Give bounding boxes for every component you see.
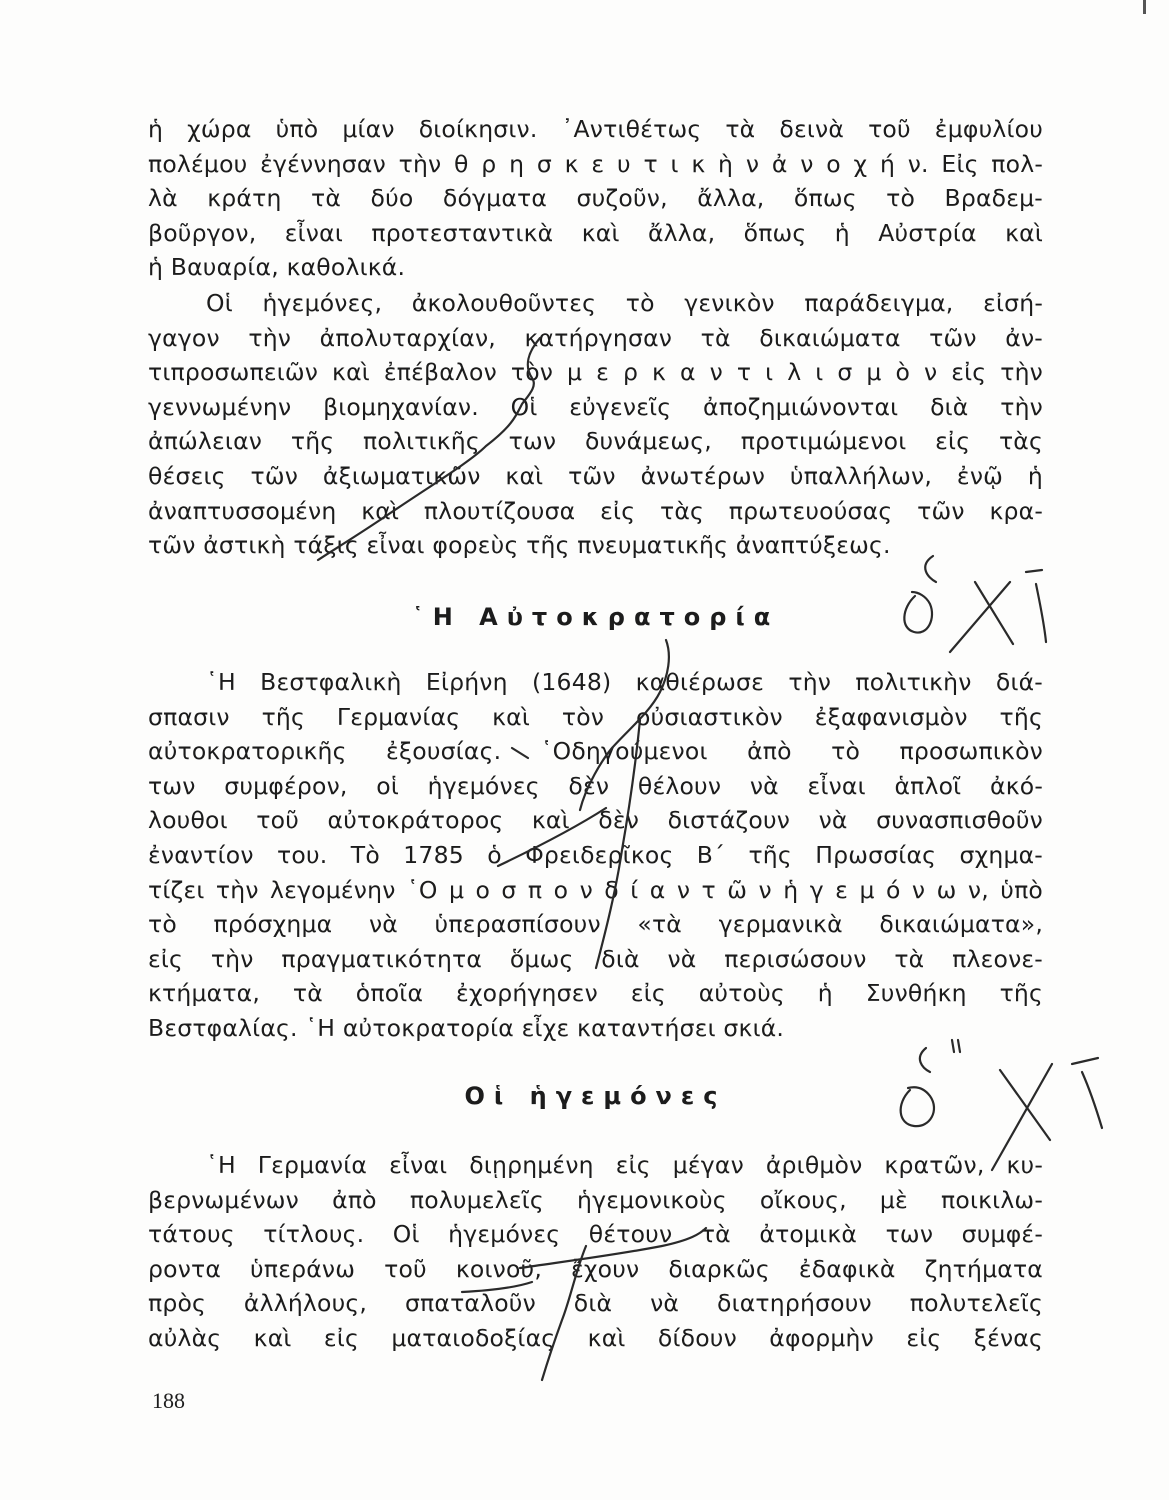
text-line: εἰς τὴν πραγματικότητα ὅμως διὰ νὰ περισώσουν τὰ πλεονε- bbox=[148, 944, 1043, 973]
scan-edge-mark bbox=[1143, 0, 1146, 14]
text-line: λὰ κράτη τὰ δύο δόγματα συζοῦν, ἄλλα, ὅπως τὸ Βραδεμ- bbox=[148, 184, 1043, 213]
text-line: των συμφέρον, οἱ ἡγεμόνες δὲν θέλουν νὰ εἶναι ἁπλοῖ ἀκό- bbox=[148, 771, 1043, 800]
text-line: αὐλὰς καὶ εἰς ματαιοδοξίας καὶ δίδουν ἀφορμὴν εἰς ξένας bbox=[148, 1323, 1043, 1352]
text-line: Βεστφαλίας. ῾Η αὐτοκρατορία εἶχε καταντήσει σκιά. bbox=[148, 1013, 785, 1042]
text-line: θέσεις τῶν ἀξιωματικῶν καὶ τῶν ἀνωτέρων ὑπαλλήλων, ἐνῷ ἡ bbox=[148, 461, 1043, 490]
text-line: ἀπώλειαν τῆς πολιτικῆς των δυνάμεως, προτιμώμενοι εἰς τὰς bbox=[148, 427, 1043, 456]
text-line: τὸ πρόσχημα νὰ ὑπερασπίσουν «τὰ γερμανικὰ δικαιώματα», bbox=[148, 910, 1043, 939]
text-line: Οἱ ἡγεμόνες, ἀκολουθοῦντες τὸ γενικὸν παράδειγμα, εἰσή- bbox=[206, 289, 1043, 317]
paragraph-2 bbox=[148, 286, 1043, 563]
text-line: τίζει τὴν λεγομένην ῾Ο μ ο σ π ο ν δ ί α ν τ ῶ ν ἡ γ ε μ ό ν ω ν, ὑπὸ bbox=[148, 875, 1043, 904]
text-line: αὐτοκρατορικῆς ἐξουσίας. ῾Οδηγούμενοι ἀπὸ τὸ προσωπικὸν bbox=[148, 737, 1043, 766]
text-line: τάτους τίτλους. Οἱ ἡγεμόνες θέτουν τὰ ἀτομικὰ των συμφέ- bbox=[148, 1220, 1043, 1249]
text-line: πρὸς ἀλλήλους, σπαταλοῦν διὰ νὰ διατηρήσουν πολυτελεῖς bbox=[148, 1289, 1043, 1318]
text-line: ροντα ὑπεράνω τοῦ κοινοῦ, ἔχουν διαρκῶς ἐδαφικὰ ζητήματα bbox=[148, 1254, 1043, 1283]
text-line: σπασιν τῆς Γερμανίας καὶ τὸν οὐσιαστικὸν ἐξαφανισμὸν τῆς bbox=[148, 702, 1043, 731]
text-line: ῾Η Βεστφαλικὴ Εἰρήνη (1648) καθιέρωσε τὴν πολιτικὴν διά- bbox=[206, 668, 1043, 696]
text-line: βοῦργον, εἶναι προτεσταντικὰ καὶ ἄλλα, ὅπως ἡ Αὐστρία καὶ bbox=[148, 218, 1043, 247]
section-heading-princes: Οἱ ἡγεμόνες bbox=[464, 1082, 727, 1110]
annotation-mark-1: δ΄ χ1 bbox=[940, 630, 943, 631]
paragraph-1 bbox=[148, 112, 1043, 285]
text-line: ἐναντίον του. Τὸ 1785 ὁ Φρειδερῖκος Β΄ τῆς Πρωσσίας σχημα- bbox=[148, 840, 1043, 869]
text-line: γαγον τὴν ἀπολυταρχίαν, κατήργησαν τὰ δικαιώματα τῶν ἀν- bbox=[148, 323, 1043, 352]
text-line: γεννωμένην βιομηχανίαν. Οἱ εὐγενεῖς ἀποζημιώνονται διὰ τὴν bbox=[148, 392, 1043, 421]
text-line: ἡ Βαυαρία, καθολικά. bbox=[148, 253, 406, 282]
paragraph-4 bbox=[148, 1148, 1043, 1356]
text-line: λουθοι τοῦ αὐτοκράτορος καὶ δὲν διστάζουν νὰ συνασπισθοῦν bbox=[148, 806, 1043, 835]
text-line: ἀναπτυσσομένη καὶ πλουτίζουσα εἰς τὰς πρωτευούσας τῶν κρα- bbox=[148, 496, 1043, 525]
text-line: τῶν ἀστικὴ τάξις εἶναι φορεὺς τῆς πνευματικῆς ἀναπτύξεως. bbox=[148, 531, 891, 560]
text-line: ἡ χώρα ὑπὸ μίαν διοίκησιν. ᾿Αντιθέτως τὰ δεινὰ τοῦ ἐμφυλίου bbox=[148, 115, 1043, 143]
annotation-mark-2: δ΄ χ1 bbox=[930, 1120, 933, 1121]
page-number: 188 bbox=[152, 1388, 185, 1413]
annotation-one-2 bbox=[1072, 1058, 1102, 1128]
text-line: κτήματα, τὰ ὁποῖα ἐχορήγησεν εἰς αὐτοὺς ἡ Συνθήκη τῆς bbox=[148, 979, 1043, 1008]
paragraph-3 bbox=[148, 665, 1043, 1046]
text-line: τιπροσωπειῶν καὶ ἐπέβαλον τὸν μ ε ρ κ α ν τ ι λ ι σ μ ὸ ν εἰς τὴν bbox=[148, 358, 1043, 387]
text-line: βερνωμένων ἀπὸ πολυμελεῖς ἡγεμονικοὺς οἴκους, μὲ ποικιλω- bbox=[148, 1185, 1043, 1214]
text-line: ῾Η Γερμανία εἶναι διῃρημένη εἰς μέγαν ἀριθμὸν κρατῶν, κυ- bbox=[206, 1151, 1043, 1179]
section-heading-empire: ῾Η Αὐτοκρατορία bbox=[411, 603, 780, 631]
text-line: πολέμου ἐγέννησαν τὴν θ ρ η σ κ ε υ τ ι κ ὴ ν ἀ ν ο χ ή ν. Εἰς πολ- bbox=[148, 149, 1043, 178]
